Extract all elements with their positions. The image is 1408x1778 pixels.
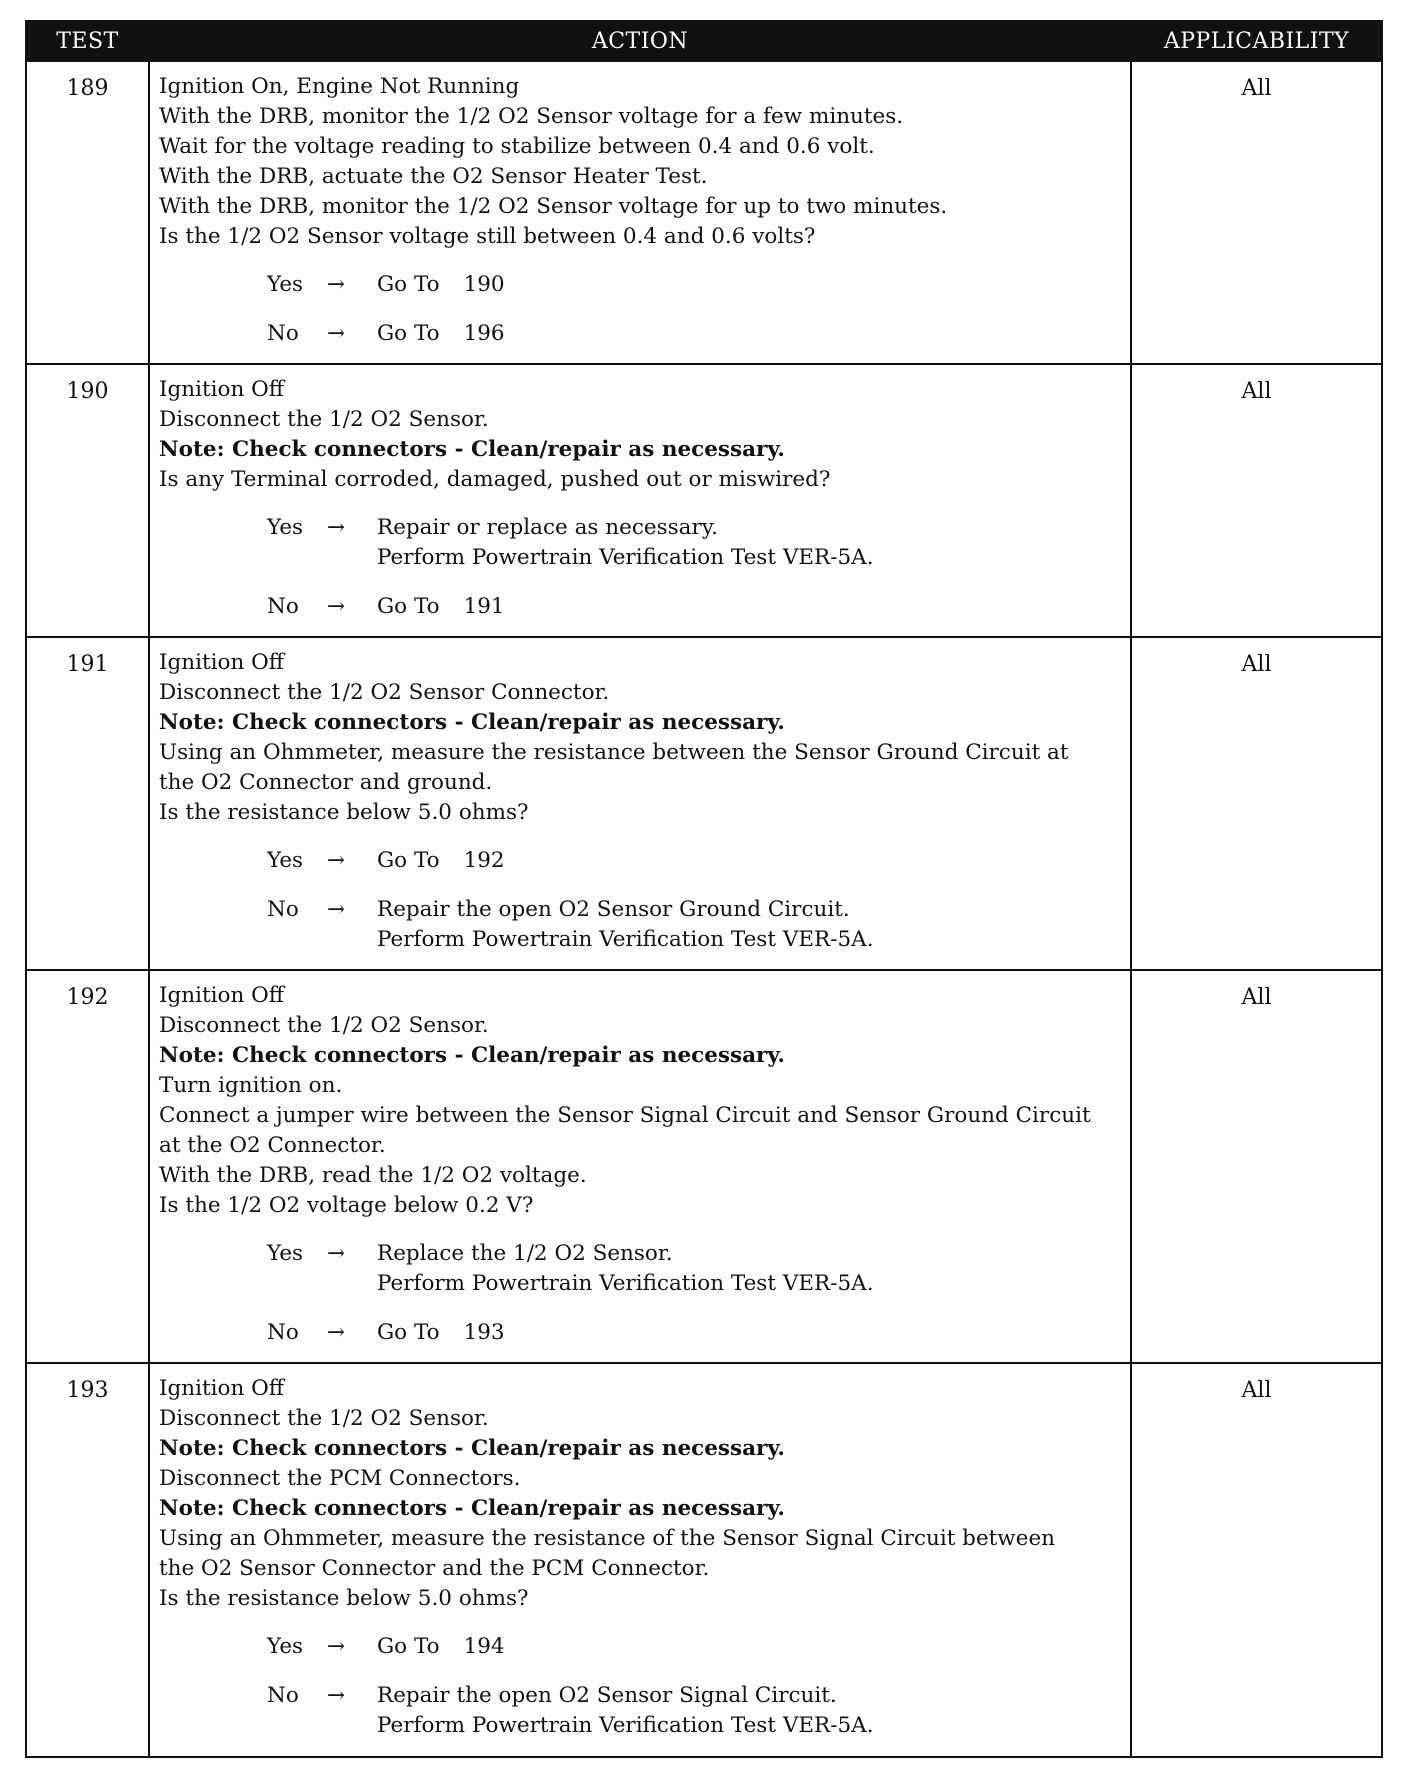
no-answer xyxy=(267,895,1122,955)
no-answer xyxy=(267,592,1122,622)
arrow-icon: → xyxy=(327,1319,346,1345)
applicability-cell: All xyxy=(1131,1363,1382,1757)
goto-label: Go To xyxy=(377,272,440,297)
instruction-line: Disconnect the 1/2 O2 Sensor. xyxy=(159,406,489,432)
no-result xyxy=(377,1681,1122,1741)
test-number: 189 xyxy=(26,61,149,364)
applicability-cell: All xyxy=(1131,61,1382,364)
applicability-cell: All xyxy=(1131,637,1382,970)
goto-label: Go To xyxy=(377,1319,440,1345)
table-row xyxy=(26,61,1382,364)
no-result xyxy=(377,895,1122,955)
table-body xyxy=(26,61,1382,1757)
arrow-icon: → xyxy=(327,896,346,922)
yes-answer xyxy=(267,1239,1122,1299)
instruction-line: Using an Ohmmeter, measure the resistance of the Sensor Signal Circuit between xyxy=(159,1526,1056,1552)
arrow-icon: → xyxy=(327,593,346,619)
instruction-line: With the DRB, read the 1/2 O2 voltage. xyxy=(159,1162,587,1188)
table-header-row xyxy=(26,21,1382,61)
table-row xyxy=(26,364,1382,637)
yes-label: Yes xyxy=(267,1634,304,1660)
no-answer xyxy=(267,1681,1122,1741)
note-line: Note: Check connectors - Clean/repair as necessary. xyxy=(159,1436,785,1462)
yes-answer xyxy=(267,513,1122,573)
action-cell xyxy=(149,970,1131,1364)
no-result xyxy=(377,592,1122,622)
goto-target: 192 xyxy=(463,847,505,873)
instruction-line: Is the 1/2 O2 voltage below 0.2 V? xyxy=(159,1192,534,1218)
result-line: Perform Powertrain Verification Test VER-5A. xyxy=(377,1713,874,1739)
no-answer xyxy=(267,319,1122,349)
goto-target: 190 xyxy=(463,272,505,297)
action-cell xyxy=(149,61,1131,364)
instruction-line: Is any Terminal corroded, damaged, pushed out or miswired? xyxy=(159,466,831,492)
instruction-line: Ignition Off xyxy=(159,649,285,675)
instruction-line: Disconnect the 1/2 O2 Sensor Connector. xyxy=(159,679,610,705)
note-line: Note: Check connectors - Clean/repair as necessary. xyxy=(159,709,785,735)
no-label: No xyxy=(267,321,299,346)
arrow-icon: → xyxy=(327,1634,346,1660)
diagnostic-test-table xyxy=(25,20,1383,1758)
header-action: ACTION xyxy=(149,21,1131,61)
action-cell xyxy=(149,364,1131,637)
no-label: No xyxy=(267,1319,299,1345)
yes-answer xyxy=(267,270,1122,300)
yes-label: Yes xyxy=(267,1240,304,1266)
no-label: No xyxy=(267,1683,299,1709)
no-result xyxy=(377,1318,1122,1348)
yes-result xyxy=(377,513,1122,573)
result-line: Perform Powertrain Verification Test VER-5A. xyxy=(377,1270,874,1296)
yes-label: Yes xyxy=(267,514,304,540)
goto-label: Go To xyxy=(377,321,440,346)
goto-label: Go To xyxy=(377,847,440,873)
result-line: Perform Powertrain Verification Test VER-5A. xyxy=(377,926,874,952)
instruction-line: Disconnect the PCM Connectors. xyxy=(159,1466,521,1492)
result-line: Repair the open O2 Sensor Signal Circuit. xyxy=(377,1683,837,1709)
instruction-line: Ignition Off xyxy=(159,1376,285,1402)
instruction-line: Ignition On, Engine Not Running xyxy=(159,74,520,99)
note-line: Note: Check connectors - Clean/repair as necessary. xyxy=(159,436,785,462)
arrow-icon: → xyxy=(327,514,346,540)
yes-result xyxy=(377,1632,1122,1662)
test-number: 190 xyxy=(26,364,149,637)
no-label: No xyxy=(267,896,299,922)
applicability-cell: All xyxy=(1131,364,1382,637)
yes-answer xyxy=(267,1632,1122,1662)
instruction-line: the O2 Connector and ground. xyxy=(159,769,493,795)
goto-target: 193 xyxy=(463,1319,505,1345)
instruction-line: Turn ignition on. xyxy=(159,1072,343,1098)
yes-result xyxy=(377,1239,1122,1299)
instruction-line: Is the 1/2 O2 Sensor voltage still between 0.4 and 0.6 volts? xyxy=(159,224,816,249)
instruction-line: Ignition Off xyxy=(159,982,285,1008)
yes-label: Yes xyxy=(267,272,304,297)
result-line: Repair the open O2 Sensor Ground Circuit. xyxy=(377,896,850,922)
goto-label: Go To xyxy=(377,1634,440,1660)
header-test: TEST xyxy=(26,21,149,61)
instruction-line: Ignition Off xyxy=(159,376,285,402)
test-number: 193 xyxy=(26,1363,149,1757)
header-applicability: APPLICABILITY xyxy=(1131,21,1382,61)
result-line: Replace the 1/2 O2 Sensor. xyxy=(377,1240,673,1266)
arrow-icon: → xyxy=(327,321,346,346)
note-line: Note: Check connectors - Clean/repair as necessary. xyxy=(159,1496,785,1522)
action-cell xyxy=(149,637,1131,970)
goto-label: Go To xyxy=(377,593,440,619)
yes-label: Yes xyxy=(267,847,304,873)
no-result xyxy=(377,319,1122,349)
arrow-icon: → xyxy=(327,1683,346,1709)
note-line: Note: Check connectors - Clean/repair as necessary. xyxy=(159,1042,785,1068)
result-line: Perform Powertrain Verification Test VER-5A. xyxy=(377,544,874,570)
yes-result xyxy=(377,846,1122,876)
no-label: No xyxy=(267,593,299,619)
test-number: 192 xyxy=(26,970,149,1364)
table-row xyxy=(26,970,1382,1364)
no-answer xyxy=(267,1318,1122,1348)
instruction-line: Wait for the voltage reading to stabilize between 0.4 and 0.6 volt. xyxy=(159,134,875,159)
instruction-line: Disconnect the 1/2 O2 Sensor. xyxy=(159,1012,489,1038)
instruction-line: Using an Ohmmeter, measure the resistance between the Sensor Ground Circuit at xyxy=(159,739,1069,765)
goto-target: 191 xyxy=(463,593,505,619)
instruction-line: With the DRB, monitor the 1/2 O2 Sensor voltage for up to two minutes. xyxy=(159,194,948,219)
instruction-line: Connect a jumper wire between the Sensor Signal Circuit and Sensor Ground Circuit xyxy=(159,1102,1091,1128)
action-cell xyxy=(149,1363,1131,1757)
applicability-cell: All xyxy=(1131,970,1382,1364)
instruction-line: With the DRB, actuate the O2 Sensor Heater Test. xyxy=(159,164,708,189)
test-number: 191 xyxy=(26,637,149,970)
instruction-line: Disconnect the 1/2 O2 Sensor. xyxy=(159,1406,489,1432)
instruction-line: at the O2 Connector. xyxy=(159,1132,386,1158)
yes-result xyxy=(377,270,1122,300)
goto-target: 194 xyxy=(463,1634,505,1660)
arrow-icon: → xyxy=(327,847,346,873)
arrow-icon: → xyxy=(327,272,346,297)
instruction-line: With the DRB, monitor the 1/2 O2 Sensor voltage for a few minutes. xyxy=(159,104,904,129)
yes-answer xyxy=(267,846,1122,876)
instruction-line: Is the resistance below 5.0 ohms? xyxy=(159,799,529,825)
arrow-icon: → xyxy=(327,1240,346,1266)
instruction-line: Is the resistance below 5.0 ohms? xyxy=(159,1586,529,1612)
table-row xyxy=(26,637,1382,970)
instruction-line: the O2 Sensor Connector and the PCM Connector. xyxy=(159,1556,710,1582)
goto-target: 196 xyxy=(463,321,505,346)
result-line: Repair or replace as necessary. xyxy=(377,514,718,540)
table-row xyxy=(26,1363,1382,1757)
